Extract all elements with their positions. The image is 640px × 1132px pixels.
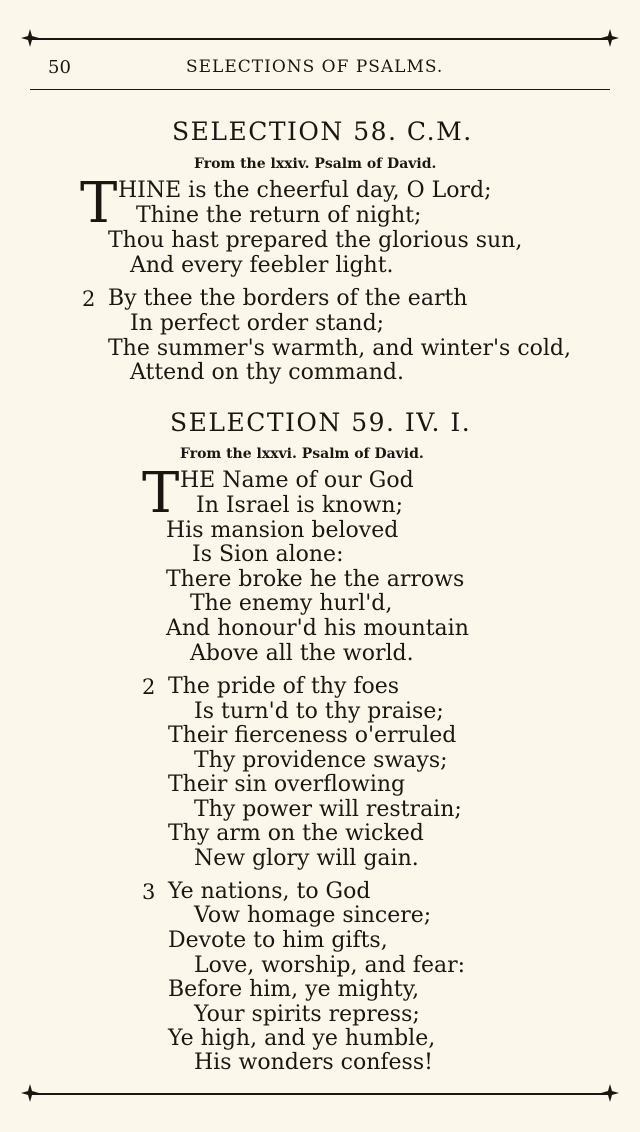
s58-st1-line4: And every feebler light. <box>130 253 394 278</box>
selection-58-heading: SELECTION 58. C.M. <box>172 117 473 146</box>
s59-st3-line7: Ye high, and ye humble, <box>168 1026 436 1051</box>
selection-59-source: From the lxxvi. Psalm of David. <box>180 446 424 462</box>
selection-58-source: From the lxxiv. Psalm of David. <box>194 156 437 172</box>
s58-st2-line1: By thee the borders of the earth <box>108 286 468 311</box>
corner-ornament-bottom-right <box>599 1082 621 1104</box>
selection-58-drop-cap: T <box>80 171 118 236</box>
s58-st2-line4: Attend on thy command. <box>130 360 404 385</box>
s59-st2-line6: Thy power will restrain; <box>194 797 462 822</box>
s59-st2-line7: Thy arm on the wicked <box>168 821 424 846</box>
bottom-rule <box>30 1093 610 1095</box>
s59-st1-line5: There broke he the arrows <box>166 567 465 592</box>
s59-st3-line2: Vow homage sincere; <box>194 903 432 928</box>
top-rule <box>30 38 610 40</box>
s59-st1-line6: The enemy hurl'd, <box>190 591 393 616</box>
s59-st3-line3: Devote to him gifts, <box>168 928 388 953</box>
s59-st2-line5: Their sin overflowing <box>168 772 406 797</box>
selection-59-heading: SELECTION 59. IV. I. <box>170 408 472 437</box>
s59-st3-line1: Ye nations, to God <box>168 879 371 904</box>
s59-st1-line3: His mansion beloved <box>166 518 399 543</box>
header-rule <box>30 89 610 90</box>
running-title: SELECTIONS OF PSALMS. <box>186 57 444 77</box>
s59-st1-line7: And honour'd his mountain <box>166 616 469 641</box>
s59-st2-line3: Their fierceness o'erruled <box>168 723 457 748</box>
selection-59-drop-cap: T <box>142 461 180 526</box>
s59-st1-line4: Is Sion alone: <box>192 542 344 567</box>
s58-stanza2-number: 2 <box>82 287 96 311</box>
s59-st1-line1: HE Name of our God <box>180 468 414 493</box>
s58-st1-line3: Thou hast prepared the glorious sun, <box>108 228 523 253</box>
s59-st3-line6: Your spirits repress; <box>194 1002 420 1027</box>
s58-st2-line3: The summer's warmth, and winter's cold, <box>108 336 572 361</box>
page-number: 50 <box>48 57 71 78</box>
s59-st2-line2: Is turn'd to thy praise; <box>194 699 444 724</box>
s59-st1-line8: Above all the world. <box>190 641 414 666</box>
s59-st3-line8: His wonders confess! <box>194 1050 433 1075</box>
corner-ornament-top-right <box>599 27 621 49</box>
s59-st3-line5: Before him, ye mighty, <box>168 977 420 1002</box>
s58-st1-line1: HINE is the cheerful day, O Lord; <box>118 178 492 203</box>
s58-st2-line2: In perfect order stand; <box>130 311 385 336</box>
corner-ornament-top-left <box>19 27 41 49</box>
s59-st2-line1: The pride of thy foes <box>168 674 400 699</box>
s59-st3-line4: Love, worship, and fear: <box>194 953 466 978</box>
corner-ornament-bottom-left <box>19 1082 41 1104</box>
s59-st2-line4: Thy providence sways; <box>194 748 448 773</box>
s59-st1-line2: In Israel is known; <box>196 493 403 518</box>
s58-st1-line2: Thine the return of night; <box>136 203 422 228</box>
s59-st2-line8: New glory will gain. <box>194 846 419 871</box>
s59-stanza2-number: 2 <box>142 675 156 699</box>
s59-stanza3-number: 3 <box>142 880 156 904</box>
